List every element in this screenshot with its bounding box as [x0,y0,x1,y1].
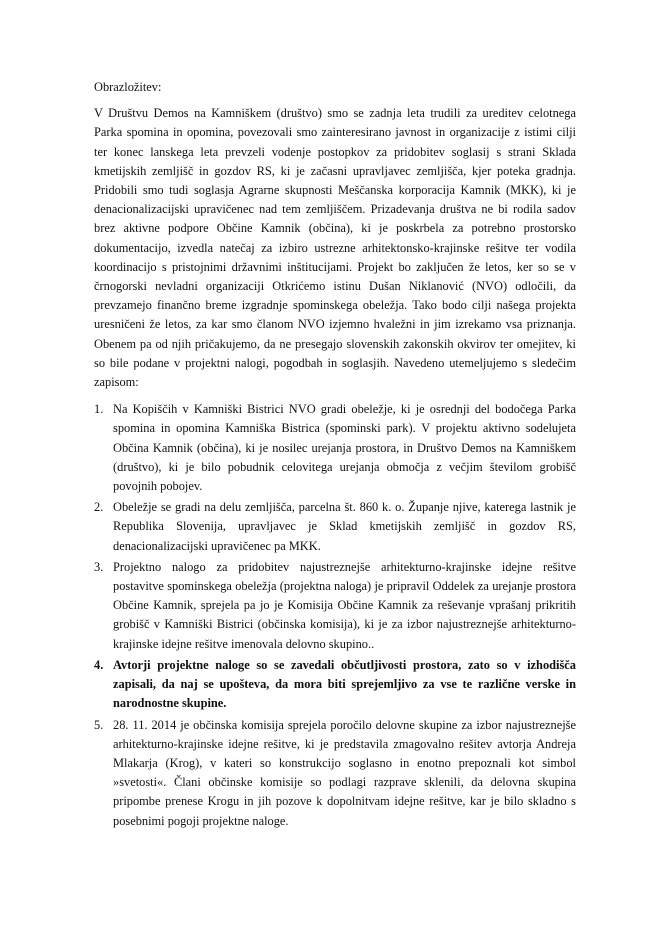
document-heading: Obrazložitev: [94,80,162,94]
list-item [94,558,576,654]
list-item-number: 3. [94,559,104,574]
list-item-text: Projektno nalogo za pridobitev najustreznejše arhitekturno-krajinske idejne rešitve postavitve spominskega obeležja (projektna naloga) je pripravil Oddelek za urejanje prostora Občine Kamnik, sprejela pa jo je Komisija Občine Kamnik za reševanje vprašanj prikritih grobišč v Kamniški Bistrici (občinska komisija), ki je za izbor najustreznejše arhitekturno-krajinske idejne rešitve imenovala delovno skupino.. [113,559,576,651]
list-item-number: 5. [94,717,104,732]
list-item [94,716,576,831]
intro-paragraph: V Društvu Demos na Kamniškem (društvo) smo se zadnja leta trudili za ureditev celotnega Parka spomina in opomina, povezovali smo zainteresirano javnost in organizacije z istimi cilji ter konec lanskega leta prevzeli vodenje postopkov za pridobitev soglasij s strani Sklada kmetijskih zemljišč in gozdov RS, ki je začasni upravljavec zemljišča, kjer poteka gradnja. Pridobili smo tudi soglasja Agrarne skupnosti Meščanska korporacija Kamnik (MKK), ki je denacionalizacijski upravičenec nad tem zemljiščem. Prizadevanja društva ne bi rodila sadov brez aktivne podpore Občine Kamnik (občina), ki je poskrbela za potrebno prostorsko dokumentacijo, izvedla natečaj za izbiro ustrezne arhitektonsko-krajinske rešitve ter vodila koordinacijo s pristojnimi državnimi inštitucijami. Projekt bo zaključen že letos, ker so se v črnogorski nevladni organizaciji Otkrićemo istinu Dušan Niklanović (NVO) odločili, da prevzamejo finančno breme izgradnje spominskega obeležja. Tako bodo cilji našega projekta uresničeni že letos, za kar smo članom NVO izjemno hvaležni in jim izrekamo vsa priznanja. Obenem pa od njih pričakujemo, da ne presegajo slovenskih zakonskih okvirov ter omejitev, ki so bile podane v projektni nalogi, pogodbah in soglasjih. Navedeno utemeljujemo s sledečim zapisom: [94,106,576,390]
list-item-number: 1. [94,402,104,417]
list-item-number: 4. [94,657,104,672]
list-item-text: Obeležje se gradi na delu zemljišča, parcelna št. 860 k. o. Županje njive, katerega lastnik je Republika Slovenija, upravljavec je Sklad kmetijskih zemljišč in gozdov RS, denacionalizacijski upravičenec pa MKK. [113,500,576,553]
numbered-list [94,400,576,830]
list-item [94,498,576,556]
list-item-text: Na Kopiščih v Kamniški Bistrici NVO gradi obeležje, ki je osrednji del bodočega Parka spomina in opomina Kamniška Bistrica (spominski park). V projektu aktivno sodelujeta Občina Kamnik (občina), ki je nosilec urejanja prostora, in Društvo Demos na Kamniškem (društvo), ki je bilo pobudnik celovitega urejanja območja z večjim številom grobišč povojnih pobojev. [113,402,576,494]
list-item [94,400,576,496]
list-item-text: Avtorji projektne naloge so se zavedali občutljivosti prostora, zato so v izhodišča zapisali, da naj se upošteva, da mora biti sprejemljivo za vse te različne verske in narodnostne skupine. [113,657,576,711]
list-item-emphasized [94,656,576,714]
list-item-number: 2. [94,500,104,515]
list-item-text: 28. 11. 2014 je občinska komisija sprejela poročilo delovne skupine za izbor najustreznejše arhitekturno-krajinske idejne rešitve, ki je predstavila zmagovalno rešitev avtorja Andreja Mlakarja (Krog), v kateri so konstrukcijo soglasno in enotno prepoznali kot simbol »svetosti«. Člani občinske komisije so podlagi razprave sklenili, da delovna skupina pripombe prenese Krogu in jih pozove k dopolnitvam idejne rešitve, kar je bilo skladno s posebnimi pogoji projektne naloge. [113,717,576,828]
document-page [94,78,576,833]
